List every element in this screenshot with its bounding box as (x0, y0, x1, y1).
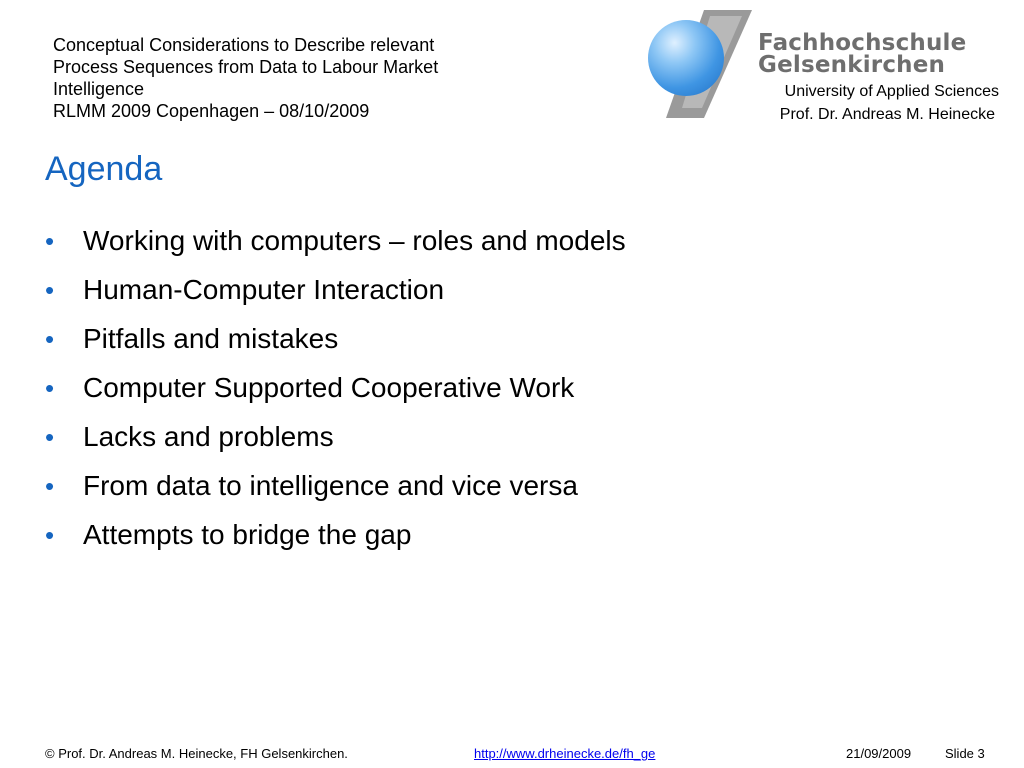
bullet-icon: • (45, 324, 55, 354)
agenda-item (45, 368, 626, 417)
bullet-icon: • (45, 471, 55, 501)
agenda-item (45, 319, 626, 368)
agenda-item (45, 515, 626, 564)
agenda-item (45, 270, 626, 319)
agenda-item (45, 417, 626, 466)
agenda-item-text: From data to intelligence and vice versa (83, 470, 578, 501)
bullet-icon: • (45, 373, 55, 403)
university-logo (646, 8, 966, 120)
bullet-icon: • (45, 520, 55, 550)
header-line: RLMM 2009 Copenhagen – 08/10/2009 (53, 101, 370, 121)
bullet-icon: • (45, 422, 55, 452)
slide-title: Agenda (45, 150, 163, 188)
agenda-item-text: Computer Supported Cooperative Work (83, 372, 575, 403)
agenda-item (45, 221, 626, 270)
author-name: Prof. Dr. Andreas M. Heinecke (779, 106, 995, 123)
footer-copyright: © Prof. Dr. Andreas M. Heinecke, FH Gelsenkirchen. (45, 746, 348, 761)
agenda-item-text: Working with computers – roles and models (83, 225, 626, 256)
agenda-item-text: Attempts to bridge the gap (83, 519, 412, 550)
header-line: Conceptual Considerations to Describe relevant (53, 35, 435, 55)
footer-website-link[interactable]: http://www.drheinecke.de/fh_ge (474, 746, 656, 761)
logo-text-line2: Gelsenkirchen (758, 52, 946, 78)
agenda-item-text: Lacks and problems (83, 421, 334, 452)
footer-date: 21/09/2009 (846, 746, 912, 761)
agenda-item-text: Pitfalls and mistakes (83, 323, 339, 354)
footer-slide-number: Slide 3 (945, 746, 985, 761)
presentation-header (53, 34, 573, 122)
agenda-item-text: Human-Computer Interaction (83, 274, 445, 305)
header-line: Intelligence (53, 79, 145, 99)
logo-sphere-icon (648, 20, 724, 96)
agenda-list (45, 221, 626, 564)
logo-text-line1: Fachhochschule (758, 30, 967, 56)
agenda-item (45, 466, 626, 515)
bullet-icon: • (45, 226, 55, 256)
institution-name: University of Applied Sciences (784, 83, 999, 100)
bullet-icon: • (45, 275, 55, 305)
header-line: Process Sequences from Data to Labour Market (53, 57, 439, 77)
